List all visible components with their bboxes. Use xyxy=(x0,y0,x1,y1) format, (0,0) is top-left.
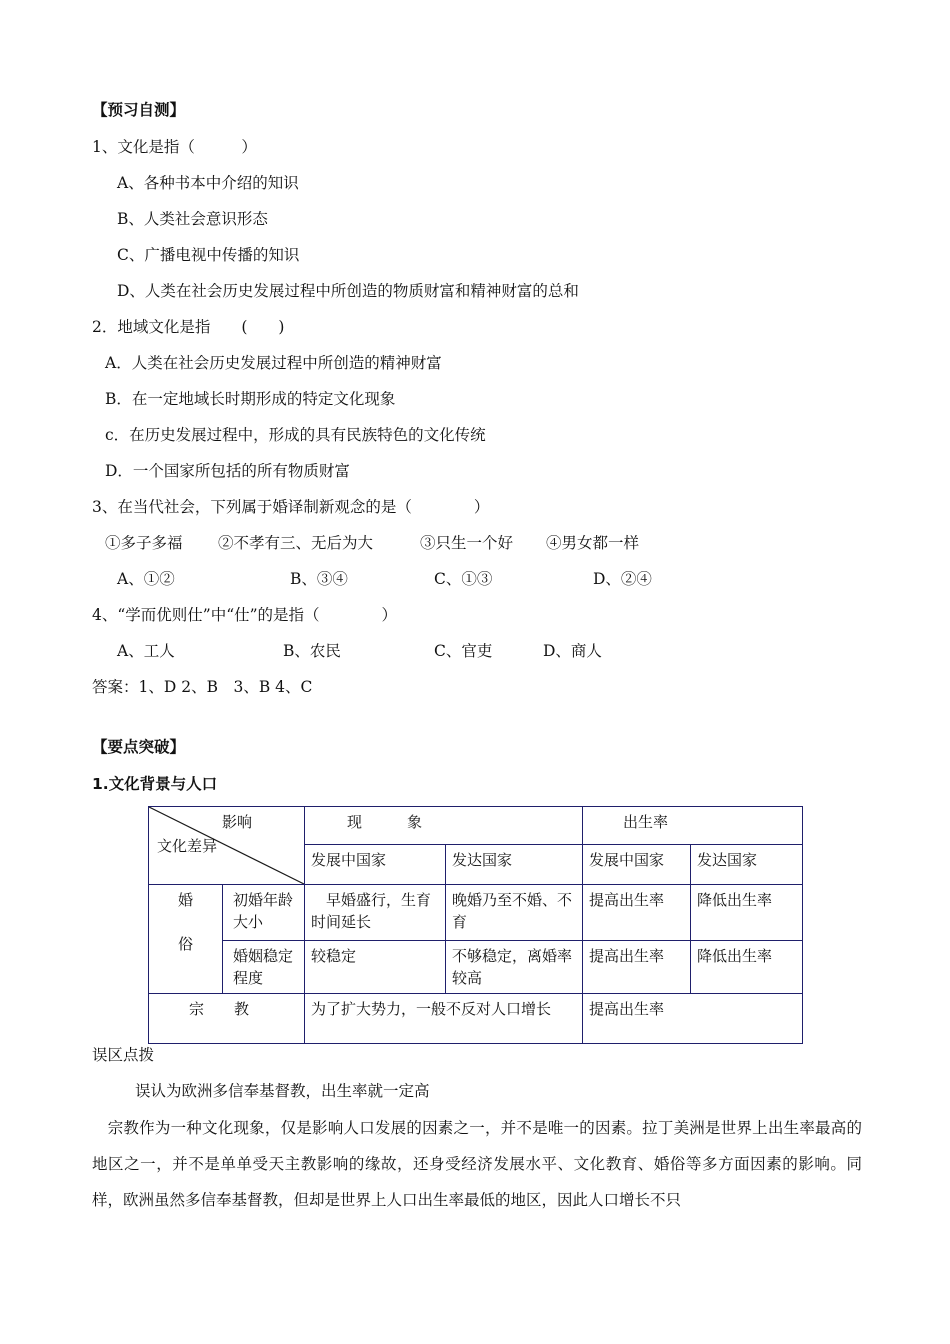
phenomenon-developing-cell: 早婚盛行，生育时间延长 xyxy=(305,885,446,941)
birthrate-developed-cell: 降低出生率 xyxy=(691,885,803,941)
question-4-stem: 4、“学而优则仕”中“仕”的是指（ ） xyxy=(92,606,398,624)
phenomenon-header: 现 象 xyxy=(305,807,583,845)
question-1-stem: 1、文化是指（ ） xyxy=(92,138,257,156)
question-3-option: D、②④ xyxy=(593,570,652,588)
factor-cell: 婚姻稳定程度 xyxy=(223,941,305,994)
question-4-option: B、农民 xyxy=(283,642,341,660)
birthrate-header: 出生率 xyxy=(583,807,803,845)
sub-header-developing: 发展中国家 xyxy=(305,845,446,885)
religion-birthrate-cell: 提高出生率 xyxy=(583,994,803,1044)
religion-phenomenon-cell: 为了扩大势力，一般不反对人口增长 xyxy=(305,994,583,1044)
question-1-option: D、人类在社会历史发展过程中所创造的物质财富和精神财富的总和 xyxy=(117,282,579,300)
question-3-item: ①多子多福 xyxy=(105,534,183,552)
birthrate-developed-cell: 降低出生率 xyxy=(691,941,803,994)
question-3-option: B、③④ xyxy=(290,570,348,588)
birthrate-developing-cell: 提高出生率 xyxy=(583,885,691,941)
culture-population-table xyxy=(148,806,803,1044)
answer-key: 答案：1、D 2、B 3、B 4、C xyxy=(92,678,313,696)
section-title: 1.文化背景与人口 xyxy=(92,775,218,793)
question-3-options xyxy=(0,569,950,589)
question-4-options xyxy=(0,641,950,661)
question-4-option: C、官吏 xyxy=(434,642,493,660)
question-2-stem: 2．地域文化是指 ( ) xyxy=(92,318,285,336)
sub-header-developed: 发达国家 xyxy=(691,845,803,885)
question-1-option: C、广播电视中传播的知识 xyxy=(117,246,300,264)
question-3-items xyxy=(0,533,950,553)
diagonal-header-cell xyxy=(149,807,305,885)
phenomenon-developed-cell: 晚婚乃至不婚、不育 xyxy=(446,885,583,941)
question-3-item: ③只生一个好 xyxy=(420,534,514,552)
question-4-option: A、工人 xyxy=(117,642,175,660)
question-3-item: ②不孝有三、无后为大 xyxy=(218,534,374,552)
diagonal-bottom-label: 文化差异 xyxy=(157,837,218,855)
question-2-option: D．一个国家所包括的所有物质财富 xyxy=(105,462,350,480)
misconception-explanation: 宗教作为一种文化现象，仅是影响人口发展的因素之一，并不是唯一的因素。拉丁美洲是世界上出生率最高的地区之一，并不是单单受天主教影响的缘故，还身受经济发展水平、文化教育、婚俗等多方面因素的影响。同样，欧洲虽然多信奉基督教，但却是世界上人口出生率最低的地区，因此人口增长不只 xyxy=(92,1119,862,1209)
preview-heading: 【预习自测】 xyxy=(92,101,186,119)
marriage-label-bottom: 俗 xyxy=(177,935,193,953)
question-1-option: B、人类社会意识形态 xyxy=(117,210,268,228)
key-points-heading: 【要点突破】 xyxy=(92,738,186,756)
question-2-option: B．在一定地域长时期形成的特定文化现象 xyxy=(105,390,396,408)
misconception-statement: 误认为欧洲多信奉基督教，出生率就一定高 xyxy=(135,1082,430,1100)
question-1-option: A、各种书本中介绍的知识 xyxy=(117,174,299,192)
birthrate-developing-cell: 提高出生率 xyxy=(583,941,691,994)
factor-cell: 初婚年龄大小 xyxy=(223,885,305,941)
phenomenon-developing-cell: 较稳定 xyxy=(305,941,446,994)
question-3-option: C、①③ xyxy=(434,570,493,588)
marriage-label-top: 婚 xyxy=(177,891,193,909)
religion-label: 宗 教 xyxy=(149,994,305,1044)
sub-header-developed: 发达国家 xyxy=(446,845,583,885)
question-3-item: ④男女都一样 xyxy=(546,534,640,552)
question-3-stem: 3、在当代社会，下列属于婚译制新观念的是（ ） xyxy=(92,498,490,516)
diagonal-top-label: 影响 xyxy=(221,813,252,831)
question-2-option: c．在历史发展过程中，形成的具有民族特色的文化传统 xyxy=(105,426,486,444)
question-4-option: D、商人 xyxy=(543,642,602,660)
sub-header-developing: 发展中国家 xyxy=(583,845,691,885)
phenomenon-developed-cell: 不够稳定，离婚率较高 xyxy=(446,941,583,994)
marriage-custom-label xyxy=(149,885,223,994)
question-3-option: A、①② xyxy=(117,570,175,588)
misconception-title: 误区点拨 xyxy=(92,1046,155,1064)
question-2-option: A．人类在社会历史发展过程中所创造的精神财富 xyxy=(105,354,442,372)
